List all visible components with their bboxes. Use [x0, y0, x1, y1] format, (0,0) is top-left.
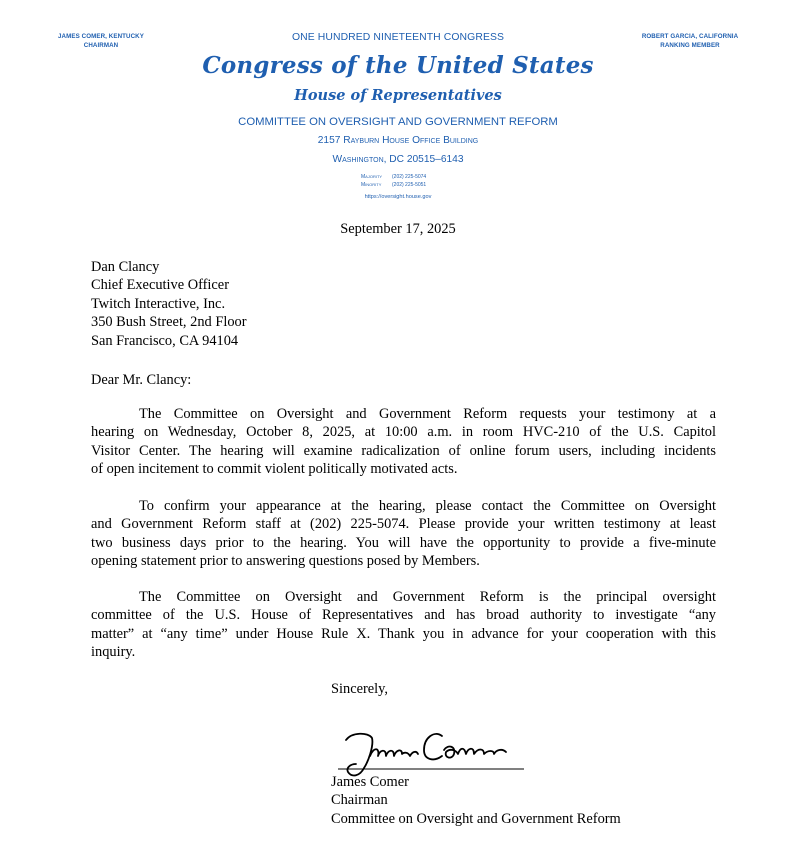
body-paragraph-1 — [91, 405, 716, 479]
paragraph-line: Visitor Center. The hearing will examine radicalization of online forum users, including incidents — [91, 442, 716, 459]
addressee-company: Twitch Interactive, Inc. — [91, 295, 226, 312]
addressee-title: Chief Executive Officer — [91, 277, 229, 294]
letterhead-title: Congress of the United States — [202, 52, 594, 79]
chairman-name: JAMES COMER, KENTUCKY — [58, 33, 144, 40]
majority-label: Majority — [361, 174, 383, 180]
signer-title: Chairman — [331, 792, 388, 809]
paragraph-line: and Government Reform staff at (202) 225-5074. Please provide your written testimony at least — [91, 516, 716, 533]
paragraph-line: committee of the U.S. House of Representatives and has broad authority to investigate “any — [91, 607, 716, 624]
paragraph-line: two business days prior to the hearing. You will have the opportunity to provide a five-minute — [91, 534, 716, 551]
phone-numbers — [361, 174, 426, 189]
minority-phone: (202) 225-5051 — [392, 181, 427, 188]
paragraph-line: inquiry. — [91, 644, 136, 661]
minority-label: Minority — [361, 181, 382, 188]
paragraph-line: matter” at “any time” under House Rule X. Thank you in advance for your cooperation with this — [91, 625, 716, 642]
website-link[interactable]: https://oversight.house.gov — [364, 194, 432, 200]
office-city: Washington, DC 20515–6143 — [332, 154, 464, 165]
addressee-street: 350 Bush Street, 2nd Floor — [91, 314, 247, 331]
majority-phone: (202) 225-5074 — [392, 174, 427, 180]
addressee-name: Dan Clancy — [91, 259, 160, 275]
ranking-member-title: RANKING MEMBER — [660, 41, 720, 49]
body-paragraph-2 — [91, 497, 716, 571]
chairman-title: CHAIRMAN — [83, 41, 119, 49]
salutation: Dear Mr. Clancy: — [91, 372, 192, 388]
paragraph-line: To confirm your appearance at the hearing, please contact the Committee on Oversight — [139, 498, 716, 514]
paragraph-line: The Committee on Oversight and Government Reform is the principal oversight — [139, 589, 716, 605]
letterhead-subtitle: House of Representatives — [294, 87, 502, 104]
closing: Sincerely, — [331, 681, 389, 697]
congress-number: ONE HUNDRED NINETEENTH CONGRESS — [291, 32, 505, 43]
paragraph-line: hearing on Wednesday, October 8, 2025, at 10:00 a.m. in room HVC-210 of the U.S. Capitol — [91, 424, 716, 441]
paragraph-line: of open incitement to commit violent politically motivated acts. — [91, 461, 458, 478]
body-paragraph-3 — [91, 588, 716, 662]
committee-name: COMMITTEE ON OVERSIGHT AND GOVERNMENT REFORM — [238, 116, 558, 128]
office-building: 2157 Rayburn House Office Building — [317, 135, 479, 146]
signer-committee: Committee on Oversight and Government Reform — [331, 810, 621, 827]
ranking-member-name: ROBERT GARCIA, CALIFORNIA — [641, 33, 739, 40]
addressee-city: San Francisco, CA 94104 — [91, 332, 239, 349]
paragraph-line: opening statement prior to answering questions posed by Members. — [91, 553, 480, 570]
paragraph-line: The Committee on Oversight and Government Reform requests your testimony at a — [139, 406, 716, 422]
minority-phone-line — [361, 182, 426, 190]
addressee-block — [91, 258, 247, 350]
letter-date: September 17, 2025 — [340, 221, 456, 237]
signer-name: James Comer — [331, 774, 409, 790]
signature-block — [331, 773, 621, 828]
majority-phone-line — [361, 174, 426, 182]
